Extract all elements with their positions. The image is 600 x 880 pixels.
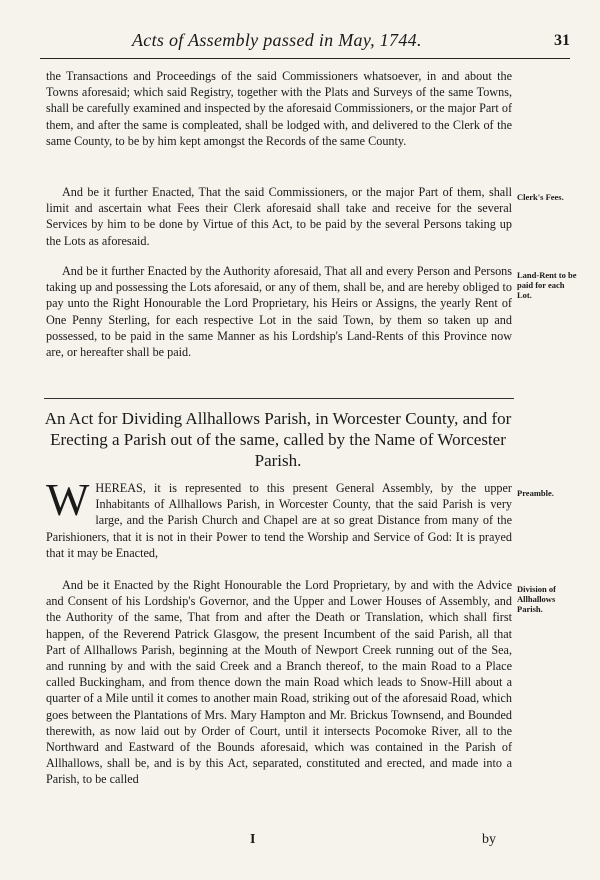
section-land-rent (46, 263, 512, 360)
paragraph-registry: the Transactions and Proceedings of the said Commissioners whatsoever, in and about the Towns aforesaid; which said Registry, together with the Plats and Surveys of the same Towns, shall be carefully examined and inspected by the aforesaid Commissioners, or the major Part of them, and after the same is compleated, shall be lodged with, and delivered to the Clerk of the same County, to be by him kept amongst the Records of the same County. (46, 69, 512, 148)
margin-note-clerks-fees: Clerk's Fees. (517, 192, 564, 202)
margin-note-land-rent: Land-Rent to be paid for each Lot. (517, 270, 577, 300)
section-commissioners-registry (46, 68, 512, 149)
paragraph-clerks-fees: And be it further Enacted, That the said Commissioners, or the major Part of them, shall limit and ascertain what Fees their Clerk aforesaid shall take and receive for the several Services by him to be done by Virtue of this Act, to be paid by the several Persons taking up the Lots as aforesaid. (46, 185, 512, 248)
page-header (40, 28, 570, 59)
drop-cap: W (46, 474, 90, 525)
section-preamble (46, 474, 512, 561)
paragraph-enactment: And be it Enacted by the Right Honourable the Lord Proprietary, by and with the Advice and Consent of his Lordship's Governor, and the Upper and Lower Houses of Assembly, and the Authority of the same, That from and after the Death or Translation, which shall first happen, of the Reverend Patrick Glasgow, the present Incumbent of the said Parish, all that Part of Allhallows Parish, beginning at the Mouth of Newport Creek running out of the Sea, and running by and with the said Creek and a Branch thereof, to the main Road to a Place called Buckingham, and from thence down the main Road which leads to Snow-Hill about a quarter of a Mile until it comes to another main Road, striking out of the aforesaid Road, which goes between the Plantations of Mrs. Mary Hampton and Mr. Brickus Townsend, and Bounded therewith, as now laid out by Order of Court, until it intersects Pocomoke River, all to the Northward and Eastward of the Bounds aforesaid, which was contained in the Parish of Allhallows, shall be, and is by this Act, separated, constituted and erected, and made into a Parish, to be called (46, 578, 512, 787)
act-title: An Act for Dividing Allhallows Parish, in Worcester County, and for Erecting a Parish out of the same, called by the Name of Worcester Parish. (44, 409, 512, 470)
page-number: 31 (554, 32, 570, 49)
section-clerks-fees (46, 184, 512, 249)
margin-note-preamble: Preamble. (517, 488, 554, 498)
catchword: by (482, 832, 496, 847)
preamble-text: HEREAS, it is represented to this present General Assembly, by the upper Inhabitants of Allhallows Parish, in Worcester County, that the said Parish is very large, and the Parish Church and Chapel are at so great Distance from many of the Parishioners, that it is not in their Power to tend the Worship and Service of God: It is prayed that it may be Enacted, (46, 481, 512, 560)
paragraph-land-rent: And be it further Enacted by the Authority aforesaid, That all and every Person and Persons taking up and possessing the Lots aforesaid, or any of them, shall be, and are hereby obliged to pay unto the Right Honourable the Lord Proprietary, his Heirs or Assigns, the yearly Rent of One Penny Sterling, for each respective Lot in the said Town, by them so taken up and possessed, to be paid in the same Manner as his Lordship's Land-Rents of this Province now are, or hereafter shall be paid. (46, 264, 512, 360)
section-divider (44, 398, 514, 399)
signature-mark: I (250, 832, 256, 847)
margin-note-division: Division of Allhallows Parish. (517, 584, 556, 614)
paragraph-preamble (46, 474, 512, 561)
running-title: Acts of Assembly passed in May, 1744. (132, 30, 422, 50)
section-enactment (46, 577, 512, 788)
